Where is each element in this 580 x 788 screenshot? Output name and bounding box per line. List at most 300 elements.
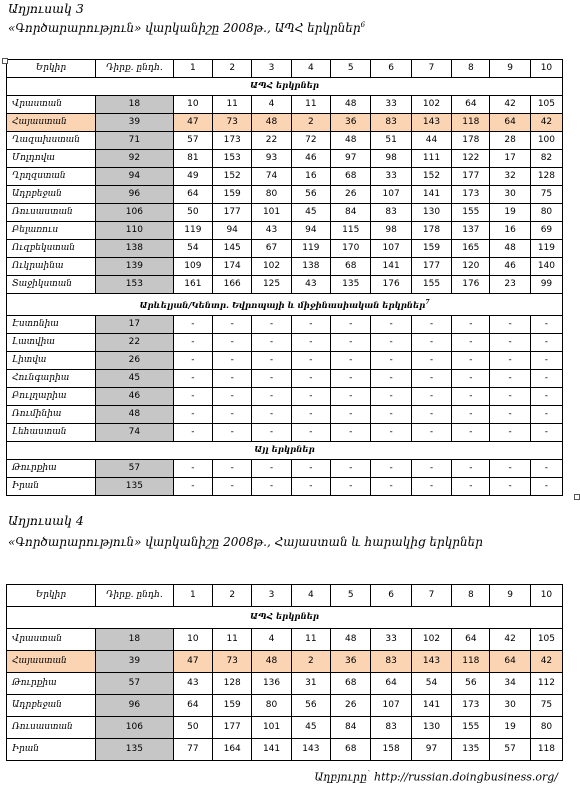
indicator-cell: 64: [173, 695, 212, 717]
indicator-cell: 178: [452, 132, 490, 150]
indicator-cell: 107: [371, 240, 411, 258]
header-indicator: 4: [291, 585, 330, 607]
section-label: Արևելյան/Կենտր. Եվրոպայի և միջինասիական երկրներ: [139, 300, 426, 311]
indicator-cell: -: [252, 351, 291, 369]
indicator-cell: 46: [291, 150, 330, 168]
indicator-cell: 4: [252, 629, 291, 651]
indicator-cell: -: [173, 333, 212, 351]
indicator-cell: 36: [331, 114, 371, 132]
indicator-cell: 83: [371, 651, 411, 673]
table-move-handle[interactable]: [2, 58, 8, 64]
indicator-cell: 159: [213, 186, 252, 204]
indicator-cell: 141: [252, 739, 291, 761]
header-indicator: 10: [530, 60, 562, 78]
indicator-cell: -: [331, 423, 371, 441]
indicator-cell: 64: [490, 651, 530, 673]
indicator-cell: -: [252, 459, 291, 477]
table-resize-handle[interactable]: [574, 494, 580, 500]
indicator-cell: 48: [252, 651, 291, 673]
country-cell: Մոլդովա: [7, 150, 96, 168]
indicator-cell: -: [490, 405, 530, 423]
country-cell: Ադրբեջան: [7, 186, 96, 204]
country-cell: Ուզբեկստան: [7, 240, 96, 258]
indicator-cell: -: [371, 477, 411, 495]
section-row: [7, 607, 563, 629]
indicator-cell: 176: [452, 276, 490, 294]
indicator-cell: 42: [490, 629, 530, 651]
table-row: [7, 150, 563, 168]
indicator-cell: 45: [291, 717, 330, 739]
indicator-cell: 141: [411, 695, 451, 717]
indicator-cell: 64: [371, 673, 411, 695]
indicator-cell: -: [213, 387, 252, 405]
indicator-cell: 143: [411, 114, 451, 132]
rank-cell: 135: [96, 477, 174, 495]
indicator-cell: 177: [213, 717, 252, 739]
indicator-cell: 166: [213, 276, 252, 294]
table-row: [7, 459, 563, 477]
indicator-cell: 64: [490, 114, 530, 132]
indicator-cell: -: [371, 369, 411, 387]
indicator-cell: -: [371, 387, 411, 405]
indicator-cell: 107: [371, 695, 411, 717]
indicator-cell: 176: [371, 276, 411, 294]
rank-cell: 92: [96, 150, 174, 168]
header-country: Երկիր: [7, 585, 96, 607]
indicator-cell: 141: [411, 186, 451, 204]
indicator-cell: -: [411, 387, 451, 405]
indicator-cell: -: [252, 477, 291, 495]
indicator-cell: 83: [371, 114, 411, 132]
section-label: ԱՊՀ երկրներ: [249, 612, 320, 622]
indicator-cell: 143: [291, 739, 330, 761]
indicator-cell: -: [252, 423, 291, 441]
indicator-cell: 73: [213, 651, 252, 673]
indicator-cell: 143: [411, 651, 451, 673]
indicator-cell: -: [411, 351, 451, 369]
header-indicator: 5: [331, 585, 371, 607]
indicator-cell: 170: [331, 240, 371, 258]
indicator-cell: 173: [213, 132, 252, 150]
rank-cell: 74: [96, 423, 174, 441]
indicator-cell: 118: [530, 739, 562, 761]
indicator-cell: 97: [411, 739, 451, 761]
country-cell: Ուկրաինա: [7, 258, 96, 276]
indicator-cell: -: [371, 351, 411, 369]
indicator-cell: 155: [411, 276, 451, 294]
indicator-cell: 128: [213, 673, 252, 695]
indicator-cell: -: [411, 333, 451, 351]
indicator-cell: 43: [173, 673, 212, 695]
section-title: [7, 441, 563, 459]
country-cell: Իրան: [7, 739, 96, 761]
rank-cell: 39: [96, 651, 174, 673]
indicator-cell: 100: [530, 132, 562, 150]
indicator-cell: 118: [452, 651, 490, 673]
indicator-cell: -: [213, 423, 252, 441]
indicator-cell: -: [331, 315, 371, 333]
country-cell: Ղազախստան: [7, 132, 96, 150]
indicator-cell: -: [252, 369, 291, 387]
indicator-cell: 51: [371, 132, 411, 150]
indicator-cell: 23: [490, 276, 530, 294]
indicator-cell: -: [411, 369, 451, 387]
source-note: Աղբյուրը` http://russian.doingbusiness.org/: [314, 770, 558, 784]
indicator-cell: -: [173, 405, 212, 423]
indicator-cell: 69: [530, 222, 562, 240]
indicator-cell: 68: [331, 673, 371, 695]
table-row: [7, 114, 563, 132]
country-cell: Ադրբեջան: [7, 695, 96, 717]
indicator-cell: 42: [490, 96, 530, 114]
indicator-cell: 2: [291, 114, 330, 132]
indicator-cell: 64: [452, 96, 490, 114]
header-row: [7, 60, 563, 78]
indicator-cell: 10: [173, 629, 212, 651]
indicator-cell: 33: [371, 96, 411, 114]
indicator-cell: 80: [252, 186, 291, 204]
indicator-cell: 47: [173, 651, 212, 673]
rank-cell: 96: [96, 186, 174, 204]
section-label: Այլ երկրներ: [254, 444, 315, 455]
indicator-cell: -: [291, 459, 330, 477]
rank-cell: 18: [96, 629, 174, 651]
indicator-cell: -: [411, 315, 451, 333]
rank-cell: 39: [96, 114, 174, 132]
indicator-cell: -: [452, 423, 490, 441]
indicator-cell: 43: [252, 222, 291, 240]
table-row: [7, 369, 563, 387]
indicator-cell: 164: [213, 739, 252, 761]
rank-cell: 138: [96, 240, 174, 258]
indicator-cell: -: [530, 387, 562, 405]
indicator-cell: 109: [173, 258, 212, 276]
indicator-cell: 84: [331, 717, 371, 739]
country-cell: Իրան: [7, 477, 96, 495]
indicator-cell: 101: [252, 204, 291, 222]
table-row: [7, 204, 563, 222]
table-row: [7, 651, 563, 673]
indicator-cell: -: [173, 351, 212, 369]
indicator-cell: 67: [252, 240, 291, 258]
indicator-cell: -: [452, 477, 490, 495]
indicator-cell: -: [530, 315, 562, 333]
indicator-cell: 145: [213, 240, 252, 258]
indicator-cell: -: [530, 405, 562, 423]
table-row: [7, 629, 563, 651]
indicator-cell: -: [530, 423, 562, 441]
indicator-cell: 119: [291, 240, 330, 258]
indicator-cell: 45: [291, 204, 330, 222]
indicator-cell: -: [252, 315, 291, 333]
indicator-cell: 54: [173, 240, 212, 258]
table-row: [7, 276, 563, 294]
indicator-cell: 173: [452, 186, 490, 204]
indicator-cell: -: [173, 369, 212, 387]
indicator-cell: 2: [291, 651, 330, 673]
header-country: Երկիր: [7, 60, 96, 78]
indicator-cell: 30: [490, 186, 530, 204]
section-row: [7, 441, 563, 459]
indicator-cell: 56: [452, 673, 490, 695]
country-cell: Լեհաստան: [7, 423, 96, 441]
rank-cell: 26: [96, 351, 174, 369]
country-cell: Լիտվա: [7, 351, 96, 369]
indicator-cell: 64: [173, 186, 212, 204]
indicator-cell: -: [213, 405, 252, 423]
table-row: [7, 387, 563, 405]
indicator-cell: 72: [291, 132, 330, 150]
indicator-cell: 28: [490, 132, 530, 150]
table4: [6, 584, 563, 761]
section-row: [7, 294, 563, 316]
indicator-cell: -: [213, 333, 252, 351]
indicator-cell: -: [530, 459, 562, 477]
indicator-cell: -: [490, 477, 530, 495]
indicator-cell: 83: [371, 717, 411, 739]
indicator-cell: 102: [411, 96, 451, 114]
indicator-cell: 111: [411, 150, 451, 168]
indicator-cell: -: [452, 369, 490, 387]
indicator-cell: -: [490, 315, 530, 333]
country-cell: Վրաստան: [7, 96, 96, 114]
header-indicator: 9: [490, 585, 530, 607]
indicator-cell: -: [291, 369, 330, 387]
header-indicator: 6: [371, 585, 411, 607]
indicator-cell: -: [371, 315, 411, 333]
header-indicator: 6: [371, 60, 411, 78]
indicator-cell: 11: [213, 629, 252, 651]
indicator-cell: 177: [452, 168, 490, 186]
header-indicator: 8: [452, 585, 490, 607]
indicator-cell: 84: [331, 204, 371, 222]
indicator-cell: 22: [252, 132, 291, 150]
table-row: [7, 168, 563, 186]
rank-cell: 106: [96, 717, 174, 739]
indicator-cell: -: [213, 369, 252, 387]
header-indicator: 10: [530, 585, 562, 607]
indicator-cell: 120: [452, 258, 490, 276]
table4-caption: [8, 513, 483, 550]
country-cell: Ռուսաստան: [7, 717, 96, 739]
indicator-cell: 102: [252, 258, 291, 276]
indicator-cell: -: [291, 477, 330, 495]
indicator-cell: 158: [371, 739, 411, 761]
country-cell: Հայաստան: [7, 651, 96, 673]
country-cell: Տաջիկստան: [7, 276, 96, 294]
indicator-cell: 48: [490, 240, 530, 258]
indicator-cell: 33: [371, 168, 411, 186]
indicator-cell: 10: [173, 96, 212, 114]
indicator-cell: 174: [213, 258, 252, 276]
indicator-cell: -: [291, 405, 330, 423]
section-title: [7, 78, 563, 96]
indicator-cell: 136: [252, 673, 291, 695]
header-indicator: 9: [490, 60, 530, 78]
table-row: [7, 240, 563, 258]
header-indicator: 5: [331, 60, 371, 78]
header-indicator: 8: [452, 60, 490, 78]
table-row: [7, 695, 563, 717]
header-indicator: 2: [213, 585, 252, 607]
indicator-cell: 159: [213, 695, 252, 717]
indicator-cell: 68: [331, 739, 371, 761]
table-row: [7, 222, 563, 240]
indicator-cell: -: [252, 333, 291, 351]
indicator-cell: 128: [530, 168, 562, 186]
indicator-cell: -: [331, 459, 371, 477]
indicator-cell: 48: [331, 132, 371, 150]
indicator-cell: -: [291, 315, 330, 333]
table-row: [7, 423, 563, 441]
indicator-cell: 34: [490, 673, 530, 695]
indicator-cell: -: [452, 387, 490, 405]
indicator-cell: 42: [530, 114, 562, 132]
indicator-cell: 31: [291, 673, 330, 695]
indicator-cell: 68: [331, 168, 371, 186]
indicator-cell: 56: [291, 695, 330, 717]
rank-cell: 57: [96, 459, 174, 477]
indicator-cell: -: [490, 423, 530, 441]
rank-cell: 94: [96, 168, 174, 186]
indicator-cell: -: [213, 459, 252, 477]
section-row: [7, 78, 563, 96]
indicator-cell: -: [291, 351, 330, 369]
indicator-cell: 159: [411, 240, 451, 258]
indicator-cell: 178: [411, 222, 451, 240]
section-footnote: 7: [425, 299, 430, 306]
indicator-cell: 98: [371, 222, 411, 240]
header-indicator: 3: [252, 585, 291, 607]
indicator-cell: 80: [252, 695, 291, 717]
section-title: [7, 294, 563, 316]
indicator-cell: 30: [490, 695, 530, 717]
country-cell: Լատվիա: [7, 333, 96, 351]
indicator-cell: -: [452, 351, 490, 369]
indicator-cell: -: [371, 423, 411, 441]
indicator-cell: -: [490, 459, 530, 477]
header-indicator: 2: [213, 60, 252, 78]
indicator-cell: 36: [331, 651, 371, 673]
rank-cell: 110: [96, 222, 174, 240]
indicator-cell: -: [173, 459, 212, 477]
indicator-cell: 81: [173, 150, 212, 168]
header-row: [7, 585, 563, 607]
table-row: [7, 315, 563, 333]
indicator-cell: 42: [530, 651, 562, 673]
table3-caption-title: «Գործարարություն» վարկանիշը 2008թ., ԱՊՀ երկրներ$^6$: [8, 21, 366, 35]
table3-caption-label: Աղյուսակ 3: [8, 1, 84, 16]
table-row: [7, 132, 563, 150]
indicator-cell: -: [490, 351, 530, 369]
indicator-cell: 17: [490, 150, 530, 168]
country-cell: Հայաստան: [7, 114, 96, 132]
country-cell: Հունգարիա: [7, 369, 96, 387]
indicator-cell: 19: [490, 717, 530, 739]
indicator-cell: 140: [530, 258, 562, 276]
rank-cell: 57: [96, 673, 174, 695]
header-indicator: 3: [252, 60, 291, 78]
indicator-cell: 11: [213, 96, 252, 114]
indicator-cell: -: [530, 477, 562, 495]
country-cell: Թուրքիա: [7, 673, 96, 695]
indicator-cell: -: [490, 387, 530, 405]
indicator-cell: 130: [411, 204, 451, 222]
indicator-cell: 98: [371, 150, 411, 168]
indicator-cell: 107: [371, 186, 411, 204]
rank-cell: 18: [96, 96, 174, 114]
indicator-cell: 137: [452, 222, 490, 240]
indicator-cell: 16: [291, 168, 330, 186]
indicator-cell: 77: [173, 739, 212, 761]
source-url[interactable]: http://russian.doingbusiness.org/: [374, 770, 558, 784]
indicator-cell: 115: [331, 222, 371, 240]
indicator-cell: -: [452, 459, 490, 477]
indicator-cell: 83: [371, 204, 411, 222]
indicator-cell: -: [331, 351, 371, 369]
indicator-cell: 32: [490, 168, 530, 186]
country-cell: Էստոնիա: [7, 315, 96, 333]
indicator-cell: 16: [490, 222, 530, 240]
indicator-cell: -: [252, 405, 291, 423]
header-rank: Դիրք. ընդհ.: [96, 585, 174, 607]
indicator-cell: 119: [530, 240, 562, 258]
indicator-cell: 177: [411, 258, 451, 276]
header-indicator: 1: [173, 60, 212, 78]
header-indicator: 7: [411, 585, 451, 607]
indicator-cell: 122: [452, 150, 490, 168]
indicator-cell: 11: [291, 629, 330, 651]
indicator-cell: -: [452, 333, 490, 351]
indicator-cell: 130: [411, 717, 451, 739]
indicator-cell: -: [371, 405, 411, 423]
indicator-cell: 155: [452, 717, 490, 739]
table-row: [7, 333, 563, 351]
country-cell: Ռուսաստան: [7, 204, 96, 222]
indicator-cell: -: [411, 405, 451, 423]
indicator-cell: -: [173, 387, 212, 405]
rank-cell: 71: [96, 132, 174, 150]
indicator-cell: 50: [173, 204, 212, 222]
indicator-cell: 43: [291, 276, 330, 294]
indicator-cell: 80: [530, 204, 562, 222]
indicator-cell: -: [331, 369, 371, 387]
indicator-cell: 56: [291, 186, 330, 204]
indicator-cell: 135: [331, 276, 371, 294]
indicator-cell: 165: [452, 240, 490, 258]
table3: [6, 59, 563, 496]
indicator-cell: 75: [530, 695, 562, 717]
rank-cell: 22: [96, 333, 174, 351]
indicator-cell: 44: [411, 132, 451, 150]
rank-cell: 135: [96, 739, 174, 761]
indicator-cell: -: [331, 387, 371, 405]
rank-cell: 48: [96, 405, 174, 423]
table-row: [7, 405, 563, 423]
rank-cell: 106: [96, 204, 174, 222]
indicator-cell: -: [530, 369, 562, 387]
section-title: [7, 607, 563, 629]
rank-cell: 45: [96, 369, 174, 387]
indicator-cell: 152: [411, 168, 451, 186]
indicator-cell: 48: [331, 96, 371, 114]
table-row: [7, 717, 563, 739]
indicator-cell: 50: [173, 717, 212, 739]
source-label: Աղբյուրը: [314, 770, 368, 784]
indicator-cell: 93: [252, 150, 291, 168]
indicator-cell: 112: [530, 673, 562, 695]
table-row: [7, 739, 563, 761]
